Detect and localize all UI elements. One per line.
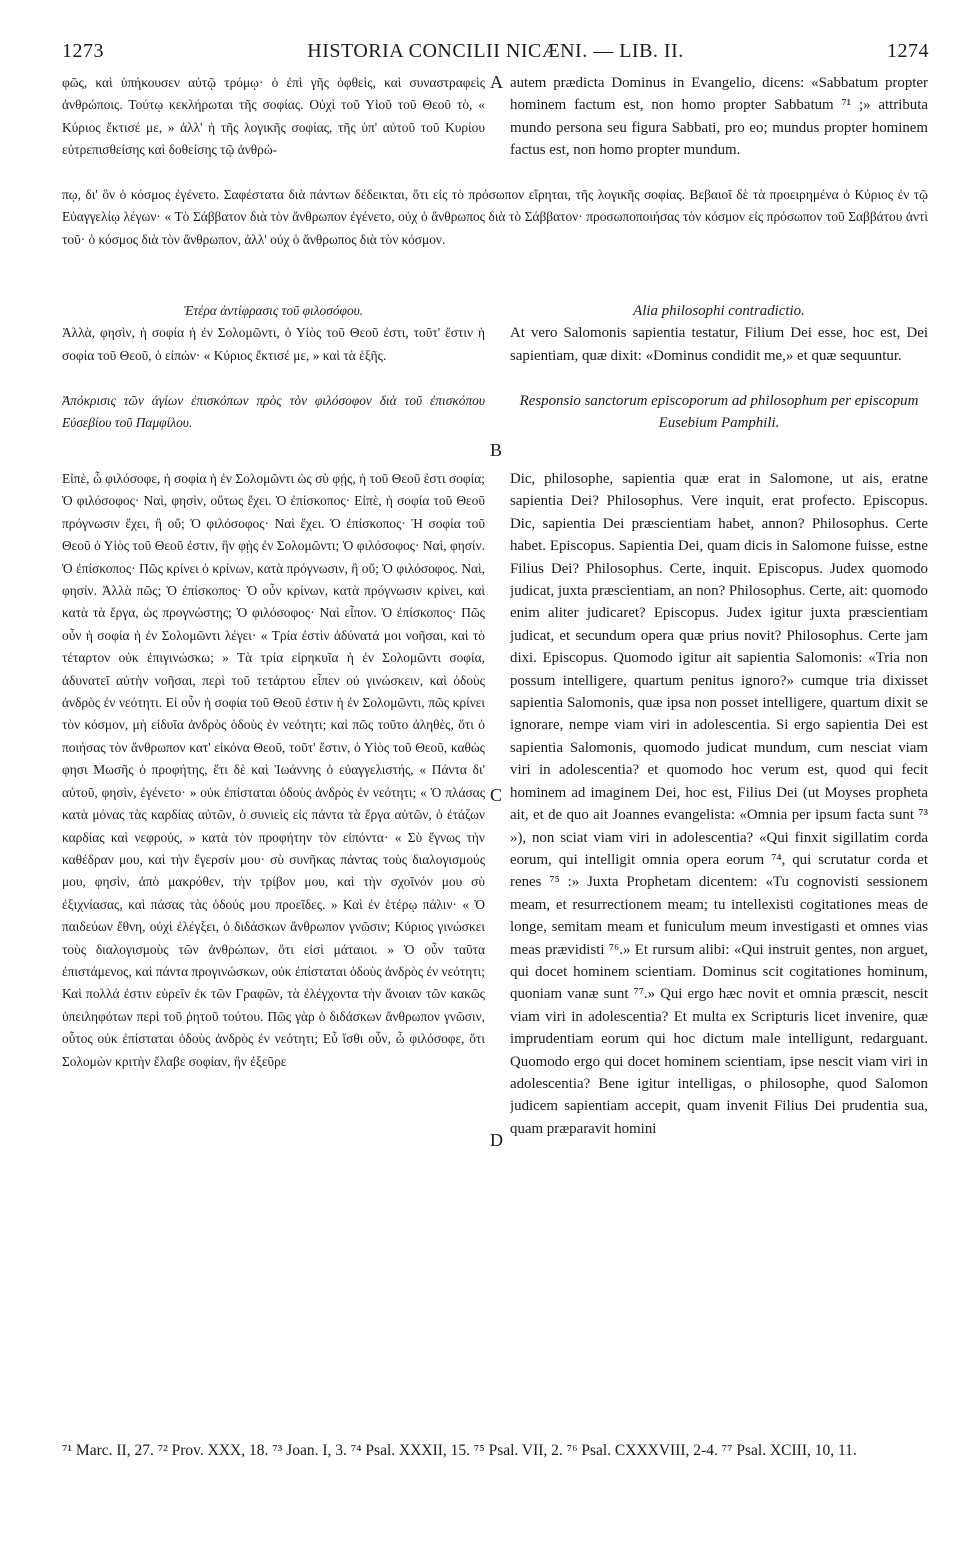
margin-marker-c: C — [490, 785, 503, 805]
margin-marker-b: B — [490, 440, 503, 460]
page-number-left: 1273 — [62, 40, 104, 62]
greek-responsio-column — [62, 468, 485, 1428]
footnote-text: ⁷¹ Marc. II, 27. ⁷² Prov. XXX, 18. ⁷³ Joan. I, 3. ⁷⁴ Psal. XXXII, 15. ⁷⁵ Psal. VII, 2. ⁷⁶ Psal. CXXXVIII, 2-4. ⁷⁷ Psal. XCIII, 10, 11. — [62, 1442, 857, 1459]
greek-full-paragraph: πῳ, δι' ὃν ὁ κόσμος ἐγένετο. Σαφέστατα διὰ πάντων δέδεικται, ὅτι εἰς τὸ πρόσωπον εἴρηται, τῆς λογικῆς σοφίας. Βεβαιοῖ δὲ τὰ προειρημένα ὁ Κύριος ἐν τῷ Εὐαγγελίῳ λέγων· « Τὸ Σάββατον διὰ τὸν ἄνθρωπον ἐγένετο, οὐχ ὁ ἄνθρωπος διὰ τὸ Σάββατον· προσωποποιήσας τὸν κόσμον εἰς πρόσωπον τοῦ Σαββάτου ἀντὶ τοῦ· ὁ κόσμος διὰ τὸν ἄνθρωπον, ἀλλ' οὐχ ὁ ἄνθρωπος διὰ τὸν κόσμον. — [62, 187, 928, 247]
footnotes — [62, 1440, 929, 1492]
latin-section-title: Alia philosophi contradictio. — [633, 303, 805, 319]
latin-responsio-title-block — [510, 390, 928, 458]
latin-responsio-column — [510, 468, 928, 1428]
greek-responsio-title-block — [62, 390, 485, 458]
latin-paragraph: autem prædicta Dominus in Evangelio, dicens: «Sabbatum propter hominem factum est, non homo propter Sabbatum ⁷¹ ;» attributa mundo persona seu figura Sabbati, pro eo; mundus propter hominem factus est, non homo propter mundum. — [510, 75, 928, 159]
latin-section-contradictio — [510, 300, 928, 390]
margin-marker-a: A — [490, 72, 503, 92]
greek-section-contradictio — [62, 300, 485, 390]
latin-responsio-title: Responsio sanctorum episcoporum ad philosophum per episcopum Eusebium Pamphili. — [519, 393, 919, 432]
running-header — [62, 40, 929, 70]
greek-section-body: Ἀλλὰ, φησὶν, ἡ σοφία ἡ ἐν Σολομῶντι, ὁ Υἱὸς τοῦ Θεοῦ ἐστι, τοῦτ' ἔστιν ἡ σοφία τοῦ Θεοῦ, ὁ εἰπών· « Κύριος ἔκτισέ με, » καὶ τὰ ἑξῆς. — [62, 325, 485, 363]
greek-paragraph: φῶς, καὶ ὑπήκουσεν αὐτῷ τρόμῳ· ὁ ἐπὶ γῆς ὀφθεὶς, καὶ συναστραφεὶς ἀνθρώποις. Τούτῳ κεκλήρωται τῆς σοφίας. Οὐχὶ τοῦ Υἱοῦ τοῦ Θεοῦ τὸ, « Κύριος ἔκτισέ με, » ἀλλ' ἡ τῆς λογικῆς σοφίας, τῆς ὑπ' αὐτοῦ τοῦ Κυρίου εὐτρεπισθείσης καὶ δοθείσης τῷ ἀνθρώ- — [62, 75, 485, 158]
page-number-right: 1274 — [887, 40, 929, 62]
latin-column-top — [510, 72, 928, 184]
greek-full-width-block — [62, 184, 928, 296]
margin-marker-d: D — [490, 1130, 503, 1150]
latin-responsio-body: Dic, philosophe, sapientia quæ erat in Salomone, ut ais, eratne sapientia Dei? Philosophus. Vere inquit, erat profecto. Episcopus. Dic, sapientia Dei præscientiam habet, annon? Philosophus. Certe habet. Episcopus. Sapientia Dei, quam dicis in Salomone fuisse, estne Filius Dei? Philosophus. Certe, inquit. Episcopus. Judex quomodo judicat, juxta præscientiam, an non? Philosophus. Certe, ait: quomodo enim aliter judicaret? Episcopus. Judex igitur juxta præscientiam judicat, et secundum opera quæ prius novit? Philosophus. Certe jam dixi. Episcopus. Quomodo igitur ait sapientia Salomonis: «Tria non possum intelligere, quartum penitus ignoro?» cumque tria dixisset sapientia Salomonis, quæ ipsa non posset intelligere, quartum dixit se ignorare, nempe viam viri in adolescentia. Si ergo sapientia Dei est sapientia Salomonis, quomodo judicat mundum, cum nesciat viam viri in adolescentia? et quomodo hoc verum est, quod qui fecit hominem ad imaginem Dei, hoc est, Filius Dei (ut Moyses propheta ait, et de quo ait Joannes evangelista: «Omnia per ipsum facta sunt ⁷³ »), non sciat viam viri in adolescentia? «Qui finxit sigillatim corda eorum, qui intelligit omnia opera eorum ⁷⁴, qui scrutatur corda et renes ⁷⁵ :» Juxta Prophetam dicentem: «Tu cognovisti sessionem meam, et resurrectionem meam; tu intellexisti cogitationes meas de longe, semitam meam et funiculum meum investigasti et omnes vias meas prævidisti ⁷⁶.» Et rursum alibi: «Qui instruit gentes, non arguet, qui docet hominem scientiam. Dominus scit cogitationes hominum, quoniam vanæ sunt ⁷⁷.» Qui ergo hæc novit et omnia præscit, nescit viam viri in adolescentia? Et multa ex Scripturis licet invenire, quæ imprudentiam eorum qui hoc dictum male intelligunt, redarguant. Quomodo ergo qui docet hominem scientiam, ipse nescit viam viri in adolescentia? Bene igitur intelligas, o philosophe, quod Salomon judicem sapientiam accepit, quam invenit Filius Dei prudentia sua, quam præparavit homini — [510, 471, 928, 1137]
greek-responsio-body: Εἰπὲ, ὦ φιλόσοφε, ἡ σοφία ἡ ἐν Σολομῶντι ὡς σὺ φῄς, ἡ τοῦ Θεοῦ ἐστι σοφία; Ὁ φιλόσοφος· Ναὶ, φησὶν, οὕτως ἔχει. Ὁ ἐπίσκοπος· Εἰπὲ, ἡ σοφία τοῦ Θεοῦ πρόγνωσιν ἔχει, ἢ οὔ; Ὁ φιλόσοφος· Ναὶ ἔχει. Ὁ ἐπίσκοπος· Ἡ σοφία τοῦ Θεοῦ ὁ Υἱὸς τοῦ Θεοῦ ἐστιν, ἣν φῂς ἐν Σολομῶντι; Ὁ φιλόσοφος· Ναὶ, φησίν. Ὁ ἐπίσκοπος· Πῶς κρίνει ὁ κρίνων, κατὰ πρόγνωσιν, ἢ οὔ; Ὁ φιλόσοφος. Ναὶ, φησίν. Ἀλλὰ πῶς; Ὁ ἐπίσκοπος· Ὁ οὖν κρίνων, κατὰ πρόγνωσιν κρίνει, καὶ κατὰ τὰ ἔργα, ὡς προγνώστης; Ὁ φιλόσοφος· Ναὶ εἶπον. Ὁ ἐπίσκοπος· Πῶς οὖν ἡ σοφία ἡ ἐν Σολομῶντι λέγει· « Τρία ἐστὶν ἀδύνατά μοι νοῆσαι, καὶ τὸ τέταρτον οὐκ ἐπιγινώσκω; » Τὰ τρία εἰρηκυῖα ἡ ἐν Σολομῶντι σοφία, ἀδυνατεῖ αὐτὴν νοῆσαι, περὶ τοῦ τετάρτου εἶπεν οὐ γινώσκειν, καὶ ὁδοὺς ἀνδρὸς ἐν νεότητι. Εἰ οὖν ἡ σοφία τοῦ Θεοῦ ἐστιν ἡ ἐν Σολομῶντι, πῶς κρίνει τὸν κόσμον, μὴ εἰδυῖα ἀνδρὸς ὁδοὺς ἐν νεότητι; καὶ πῶς τοῦτο ἀληθὲς, ὅτι ὁ ποιήσας τὸν ἄνθρωπον κατ' εἰκόνα Θεοῦ, τοῦτ' ἔστιν, ὁ Υἱὸς τοῦ Θεοῦ, καθὼς φησι Μωσῆς ὁ προφήτης, ἔτι δὲ καὶ Ἰωάννης ὁ εὐαγγελιστής, « Πάντα δι' αὐτοῦ, φησὶν, ἐγένετο· » οὐκ ἐπίσταται ὁδοὺς ἀνδρὸς ἐν νεότητι; « Ὁ πλάσας κατὰ μόνας τὰς καρδίας αὐτῶν, ὁ συνιεὶς εἰς πάντα τὰ ἔργα αὐτῶν, ὁ ἐτάζων καρδίας καὶ νεφρούς, » κατὰ τὸν προφήτην τὸν εἰπόντα· « Σὺ ἔγνως τὴν καθέδραν μου, καὶ τὴν ἔγερσίν μου· σὺ συνῆκας πάντας τοὺς διαλογισμούς μου, φησὶν, ἀπὸ μακρόθεν, τὴν τρίβον μου, καὶ τὴν σχοῖνόν μου σὺ ἐξιχνίασας, καὶ πάσας τὰς ὁδούς μου προεῖδες. » Καὶ ἐν ἑτέρῳ πάλιν· « Ὁ παιδεύων ἔθνη, οὐχὶ ἐλέγξει, ὁ διδάσκων ἄνθρωπον γνῶσιν; Κύριος γινώσκει τοὺς διαλογισμοὺς τῶν ἀνθρώπων, ὅτι εἰσὶ μάταιοι. » Ὁ οὖν ταῦτα ἐπιστάμενος, καὶ πάντα προγινώσκων, οὐκ ἐπίσταται ὁδοὺς ἀνδρὸς ἐν νεότητι; Καὶ πολλά ἐστιν εὑρεῖν ἐκ τῶν Γραφῶν, τὰ ἐλέγχοντα τὴν ἄνοιαν τῶν κακῶς ὑπειληφότων περὶ τοῦ ῥητοῦ τούτου. Πῶς γὰρ ὁ διδάσκων ἄνθρωπον γνῶσιν, οὗτος οὐκ ἐπίσταται ὁδοὺς ἀνδρὸς ἐν νεότητι; Εὖ ἴσθι οὖν, ὦ φιλόσοφε, ὅτι Σολομὼν κριτὴν ἔλαβε σοφίαν, ἣν ἐξεῦρε — [62, 471, 485, 1069]
greek-section-title: Ἑτέρα ἀντίφρασις τοῦ φιλοσόφου. — [183, 303, 364, 318]
greek-column-top — [62, 72, 485, 184]
latin-section-body: At vero Salomonis sapientia testatur, Filium Dei esse, hoc est, Dei sapientiam, quæ dixit: «Dominus condidit me,» et quæ sequuntur. — [510, 325, 928, 364]
running-title: HISTORIA CONCILII NICÆNI. — LIB. II. — [307, 40, 684, 62]
greek-responsio-title: Ἀπόκρισις τῶν ἁγίων ἐπισκόπων πρὸς τὸν φιλόσοφον διὰ τοῦ ἐπισκόπου Εὐσεβίου τοῦ Παμφίλου. — [62, 393, 485, 431]
